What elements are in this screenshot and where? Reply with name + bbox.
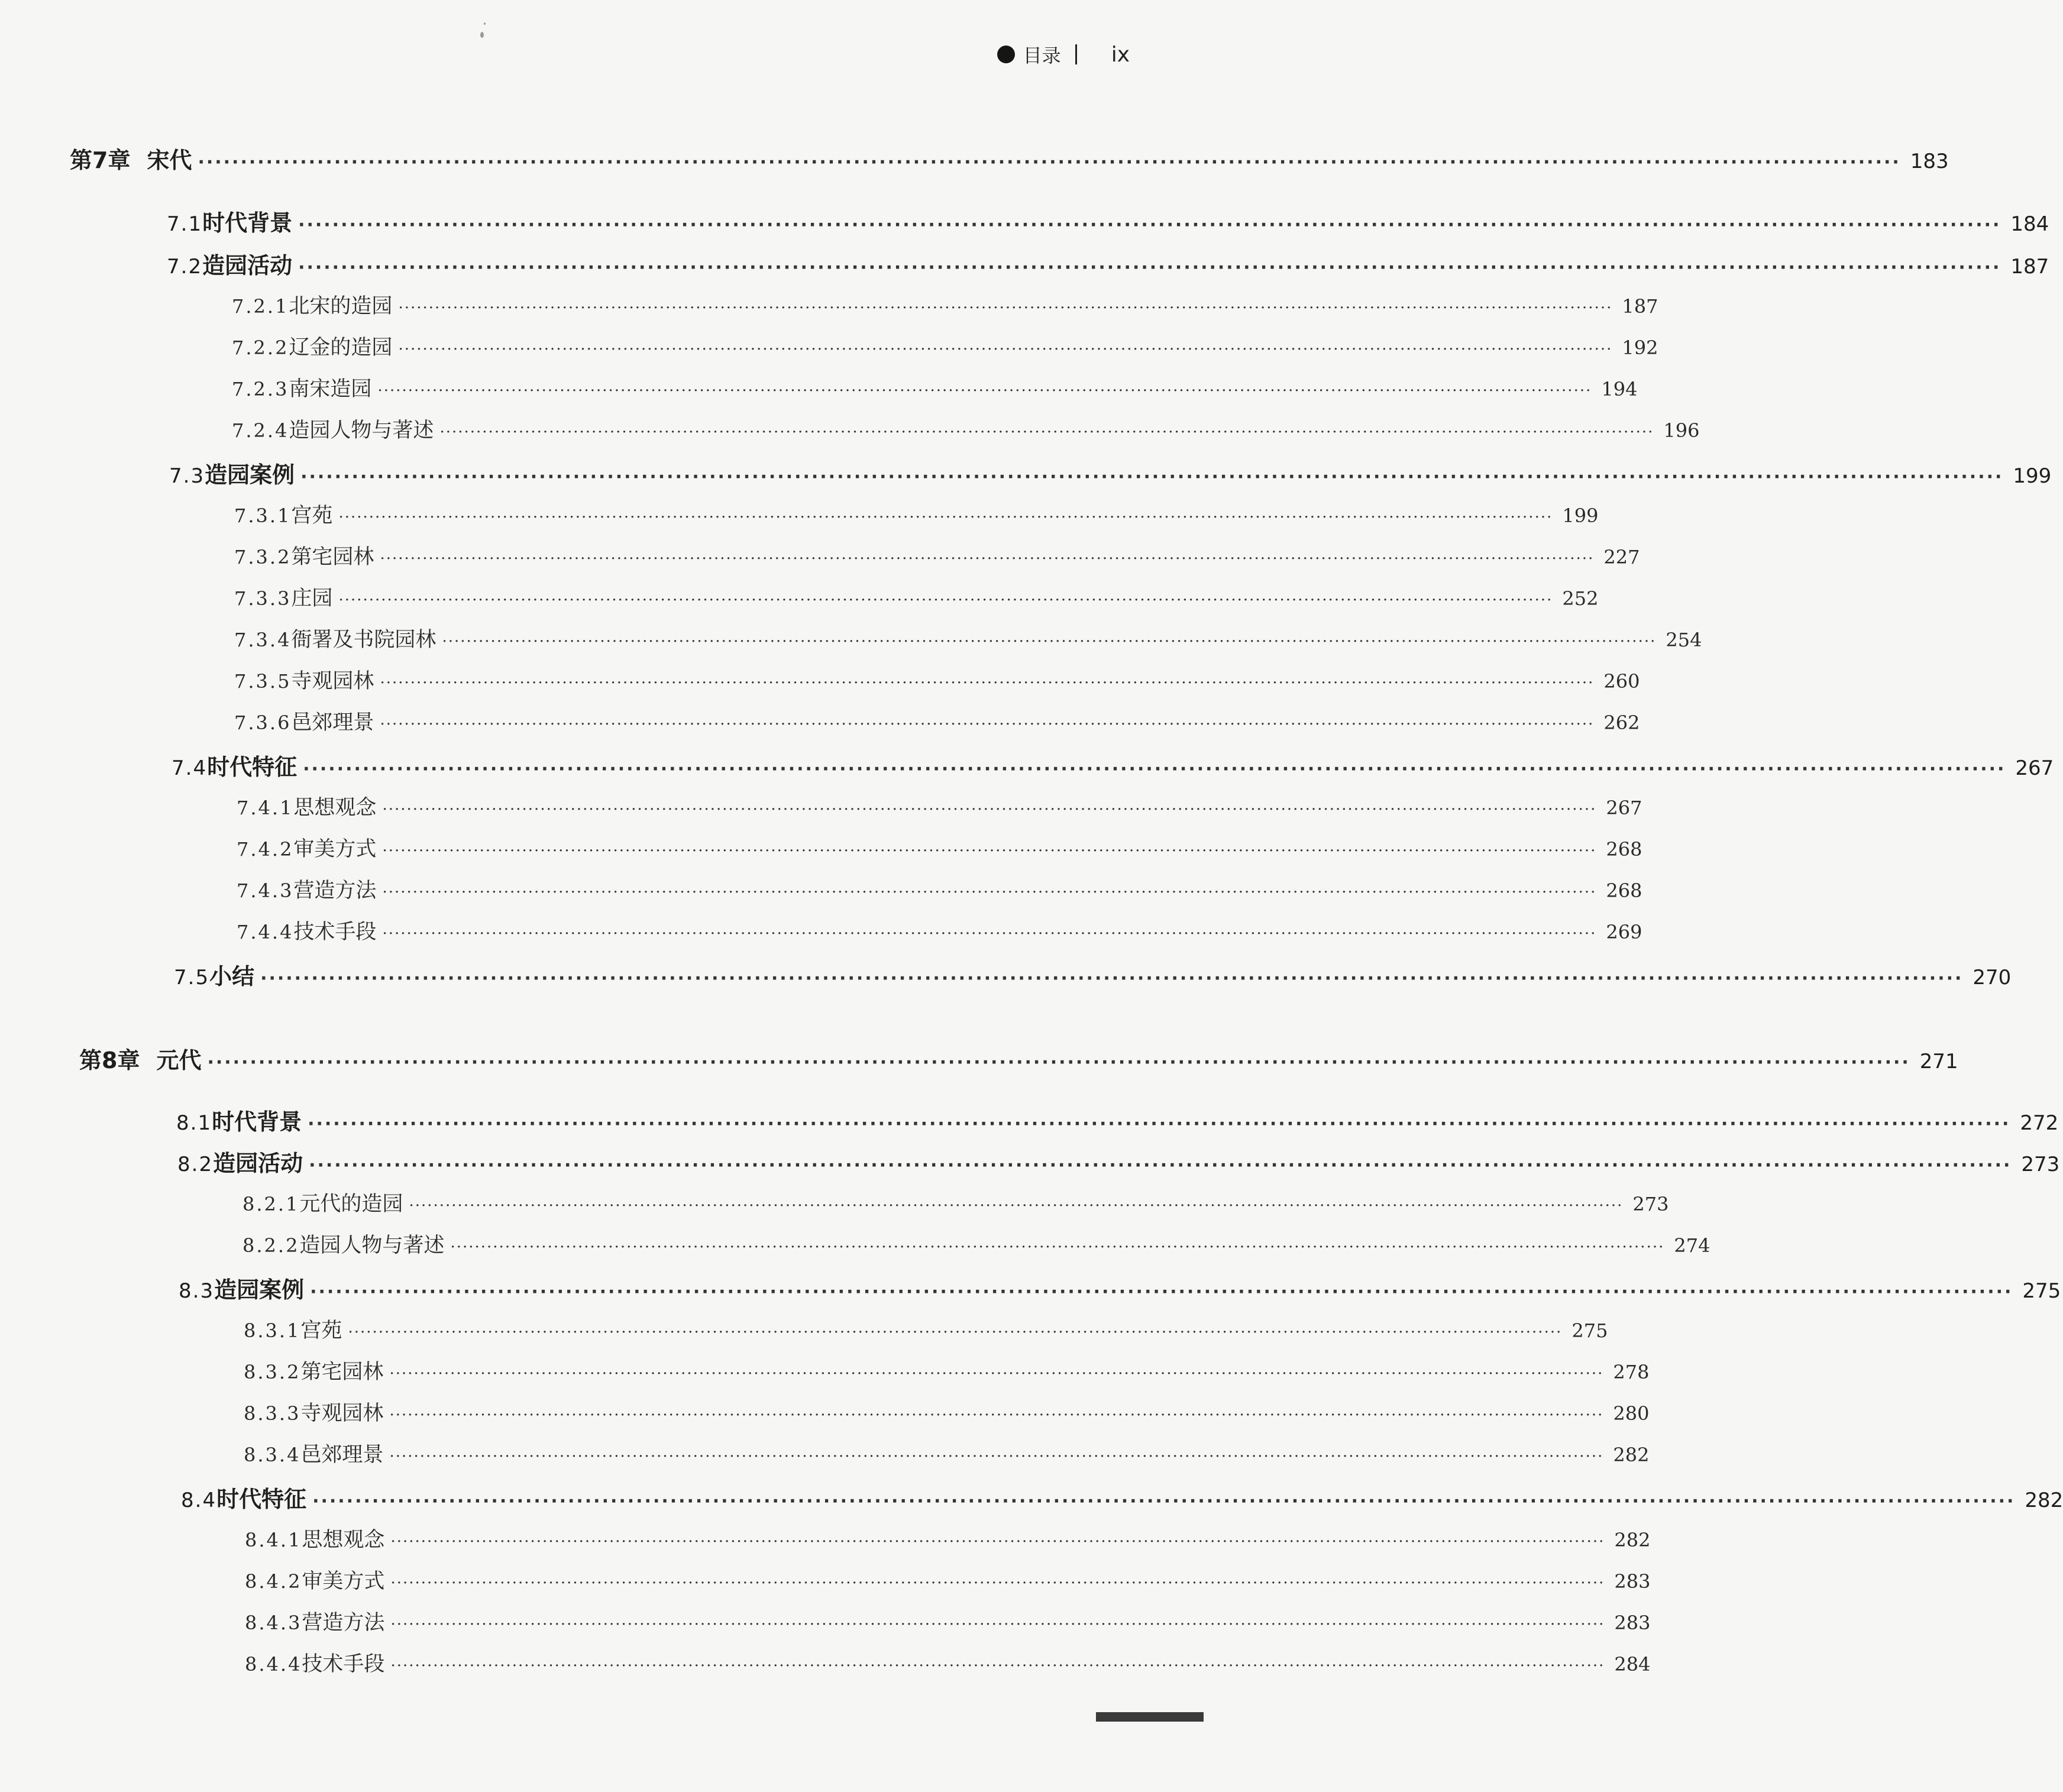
subsection-page: 280	[1613, 1402, 1650, 1425]
dot-leader: ········································································································································································································	[303, 759, 2006, 779]
dot-leader: ········································································································································································································	[207, 1052, 1910, 1073]
section-number: 7.4	[172, 756, 208, 780]
subsection-page: 283	[1614, 1612, 1651, 1634]
dot-leader: ········································································································································································································	[398, 341, 1613, 358]
toc-subsection-7-3-6[interactable]	[234, 706, 1640, 736]
subsection-title: 衙署及书院园林	[291, 628, 436, 652]
subsection-page: 282	[1613, 1444, 1650, 1466]
chapter-title: 宋代	[147, 147, 192, 173]
section-title: 造园活动	[213, 1150, 303, 1176]
dot-leader: ········································································································································································································	[380, 674, 1595, 692]
toc-chapter-7[interactable]	[70, 142, 1949, 174]
toc-section-8-3[interactable]	[179, 1272, 2061, 1304]
subsection-number: 7.4.2	[237, 838, 294, 861]
toc-section-8-2[interactable]	[177, 1145, 2060, 1178]
chapter-page: 183	[1910, 150, 1949, 173]
toc-subsection-8-3-4[interactable]	[244, 1438, 1650, 1468]
dot-leader: ········································································································································································································	[312, 1491, 2016, 1512]
toc-subsection-8-3-2[interactable]	[244, 1356, 1650, 1385]
section-page: 187	[2010, 255, 2049, 279]
section-number: 7.5	[174, 966, 210, 989]
toc-subsection-7-4-4[interactable]	[237, 916, 1642, 945]
subsection-page: 278	[1613, 1361, 1650, 1383]
subsection-page: 275	[1571, 1319, 1608, 1342]
subsection-page: 274	[1674, 1234, 1710, 1257]
dot-leader: ········································································································································································································	[298, 257, 2001, 278]
toc-section-7-5[interactable]	[174, 958, 2012, 991]
toc-subsection-7-3-2[interactable]	[234, 541, 1640, 570]
toc-subsection-7-2-2[interactable]	[232, 331, 1658, 361]
toc-section-8-4[interactable]	[181, 1481, 2063, 1513]
subsection-title: 辽金的造园	[289, 336, 393, 360]
toc-subsection-8-2-2[interactable]	[242, 1229, 1710, 1259]
section-title: 造园活动	[202, 253, 293, 279]
dot-leader: ········································································································································································································	[382, 925, 1597, 943]
toc-subsection-7-2-4[interactable]	[232, 414, 1700, 444]
bullet-dot-icon	[997, 46, 1015, 63]
subsection-number: 8.4.4	[245, 1653, 302, 1675]
section-page: 272	[2020, 1111, 2059, 1135]
subsection-page: 273	[1632, 1193, 1669, 1215]
dot-leader: ········································································································································································································	[338, 591, 1553, 609]
toc-subsection-7-3-1[interactable]	[234, 499, 1599, 529]
toc-subsection-8-4-4[interactable]	[245, 1648, 1651, 1677]
dot-leader: ········································································································································································································	[389, 1448, 1604, 1466]
toc-subsection-8-2-1[interactable]	[242, 1188, 1669, 1217]
section-page: 270	[1973, 966, 2012, 989]
dot-leader: ········································································································································································································	[382, 884, 1597, 901]
toc-subsection-8-3-3[interactable]	[244, 1397, 1650, 1427]
subsection-title: 北宋的造园	[289, 295, 393, 318]
toc-section-7-4[interactable]	[172, 749, 2054, 781]
toc-section-7-3[interactable]	[169, 457, 2052, 489]
dot-leader: ········································································································································································································	[439, 423, 1654, 441]
section-page: 199	[2013, 464, 2052, 488]
section-number: 8.1	[176, 1111, 212, 1135]
dot-leader: ········································································································································································································	[442, 633, 1657, 651]
subsection-number: 8.3.1	[244, 1319, 301, 1342]
scan-edge-shadow	[1096, 1712, 1204, 1722]
dot-leader: ········································································································································································································	[389, 1406, 1604, 1424]
section-page: 275	[2022, 1279, 2061, 1303]
subsection-title: 审美方式	[302, 1570, 385, 1593]
section-number: 7.2	[167, 255, 203, 279]
dot-leader: ········································································································································································································	[382, 801, 1597, 819]
subsection-title: 第宅园林	[291, 545, 374, 569]
subsection-page: 268	[1606, 838, 1642, 861]
dot-leader: ········································································································································································································	[348, 1324, 1563, 1341]
section-title: 时代背景	[212, 1109, 302, 1135]
dot-leader: ········································································································································································································	[380, 716, 1595, 733]
subsection-title: 思想观念	[302, 1528, 385, 1552]
subsection-page: 282	[1614, 1529, 1651, 1551]
dot-leader: ········································································································································································································	[377, 382, 1592, 400]
subsection-page: 268	[1606, 879, 1642, 902]
subsection-number: 7.3.5	[234, 670, 292, 693]
subsection-number: 7.2.3	[232, 378, 289, 400]
toc-chapter-8[interactable]	[79, 1042, 1958, 1075]
subsection-number: 7.2.2	[232, 337, 289, 359]
subsection-page: 283	[1614, 1570, 1651, 1593]
chapter-title: 元代	[156, 1047, 202, 1073]
dot-leader: ········································································································································································································	[198, 152, 1901, 173]
section-page: 184	[2010, 212, 2049, 236]
toc-section-7-1[interactable]	[167, 205, 2049, 237]
dot-leader: ········································································································································································································	[450, 1238, 1665, 1256]
toc-subsection-8-4-3[interactable]	[245, 1606, 1651, 1636]
subsection-title: 邑郊理景	[300, 1443, 384, 1467]
toc-section-8-1[interactable]	[176, 1104, 2059, 1136]
section-title: 时代特征	[207, 754, 298, 780]
toc-subsection-7-4-3[interactable]	[237, 874, 1642, 904]
toc-subsection-7-4-1[interactable]	[237, 791, 1642, 821]
dot-leader: ········································································································································································································	[298, 215, 2001, 235]
subsection-page: 254	[1666, 629, 1702, 651]
subsection-title: 南宋造园	[289, 377, 372, 401]
subsection-title: 营造方法	[293, 879, 377, 903]
subsection-number: 7.3.1	[234, 504, 292, 527]
toc-subsection-8-4-1[interactable]	[245, 1523, 1651, 1553]
subsection-title: 寺观园林	[291, 669, 374, 693]
subsection-title: 造园人物与著述	[289, 419, 434, 442]
toc-section-7-2[interactable]	[167, 247, 2049, 280]
section-title: 时代背景	[202, 210, 293, 236]
dot-leader: ········································································································································································································	[390, 1533, 1605, 1551]
subsection-page: 192	[1622, 337, 1658, 359]
dot-leader: ········································································································································································································	[382, 842, 1597, 860]
section-title: 造园案例	[214, 1277, 305, 1303]
scan-speck	[484, 22, 486, 25]
header-divider	[1075, 44, 1077, 64]
subsection-page: 260	[1603, 670, 1640, 693]
section-page: 273	[2021, 1153, 2060, 1176]
section-title: 时代特征	[216, 1486, 307, 1512]
dot-leader: ········································································································································································································	[308, 1114, 2011, 1134]
subsection-title: 造园人物与著述	[299, 1234, 445, 1257]
dot-leader: ········································································································································································································	[300, 467, 2004, 487]
subsection-number: 7.3.6	[234, 711, 292, 734]
dot-leader: ········································································································································································································	[390, 1657, 1605, 1675]
subsection-title: 元代的造园	[299, 1192, 403, 1216]
subsection-page: 262	[1603, 711, 1640, 734]
toc-subsection-8-3-1[interactable]	[244, 1314, 1608, 1344]
subsection-page: 199	[1562, 504, 1599, 527]
subsection-title: 庄园	[291, 587, 333, 610]
section-number: 8.3	[179, 1279, 215, 1303]
dot-leader: ········································································································································································································	[409, 1197, 1624, 1215]
chapter-number: 第7章	[70, 147, 131, 173]
subsection-number: 8.4.2	[245, 1570, 302, 1593]
subsection-page: 187	[1622, 295, 1658, 318]
section-title: 造园案例	[205, 462, 295, 488]
subsection-number: 8.4.1	[245, 1529, 302, 1551]
section-page: 282	[2025, 1489, 2063, 1512]
dot-leader: ········································································································································································································	[310, 1282, 2013, 1302]
toc-subsection-7-3-3[interactable]	[234, 582, 1599, 612]
subsection-page: 269	[1606, 921, 1642, 943]
subsection-number: 7.2.4	[232, 419, 289, 442]
subsection-number: 7.4.3	[237, 879, 294, 902]
subsection-title: 技术手段	[293, 920, 377, 944]
dot-leader: ········································································································································································································	[390, 1574, 1605, 1592]
subsection-page: 196	[1663, 419, 1700, 442]
subsection-number: 7.3.3	[234, 587, 292, 610]
chapter-number: 第8章	[79, 1047, 140, 1073]
subsection-number: 7.3.2	[234, 546, 292, 568]
subsection-title: 审美方式	[293, 837, 377, 861]
subsection-page: 284	[1614, 1653, 1651, 1675]
subsection-title: 邑郊理景	[291, 711, 374, 735]
header-section-label: 目录	[1023, 44, 1061, 67]
subsection-title: 技术手段	[302, 1652, 385, 1676]
chapter-page: 271	[1919, 1050, 1958, 1073]
subsection-number: 8.3.3	[244, 1402, 301, 1425]
dot-leader: ········································································································································································································	[398, 299, 1613, 317]
subsection-number: 7.3.4	[234, 629, 292, 651]
section-page: 267	[2015, 756, 2054, 780]
toc-subsection-7-3-4[interactable]	[234, 623, 1702, 653]
page-header	[997, 40, 1130, 69]
subsection-page: 227	[1603, 546, 1640, 568]
section-number: 7.1	[167, 212, 203, 236]
subsection-number: 8.2.2	[242, 1234, 300, 1257]
subsection-title: 第宅园林	[300, 1360, 384, 1384]
subsection-title: 宫苑	[300, 1319, 342, 1343]
subsection-number: 7.4.4	[237, 921, 294, 943]
header-page-number: ix	[1111, 42, 1130, 67]
dot-leader: ········································································································································································································	[380, 550, 1595, 568]
subsection-page: 252	[1562, 587, 1599, 610]
subsection-number: 8.3.2	[244, 1361, 301, 1383]
section-number: 8.2	[177, 1153, 214, 1176]
dot-leader: ········································································································································································································	[338, 509, 1553, 526]
subsection-number: 7.4.1	[237, 797, 294, 819]
subsection-page: 267	[1606, 797, 1642, 819]
subsection-title: 宫苑	[291, 504, 333, 528]
dot-leader: ········································································································································································································	[309, 1155, 2012, 1176]
section-title: 小结	[209, 963, 255, 989]
dot-leader: ········································································································································································································	[260, 968, 1964, 989]
toc-subsection-7-2-3[interactable]	[232, 373, 1638, 402]
scan-speck	[480, 32, 484, 38]
subsection-page: 194	[1601, 378, 1638, 400]
subsection-number: 8.3.4	[244, 1444, 301, 1466]
subsection-number: 8.2.1	[242, 1193, 300, 1215]
subsection-number: 8.4.3	[245, 1612, 302, 1634]
section-number: 8.4	[181, 1489, 217, 1512]
dot-leader: ········································································································································································································	[389, 1365, 1604, 1383]
subsection-number: 7.2.1	[232, 295, 289, 318]
subsection-title: 营造方法	[302, 1611, 385, 1635]
toc-subsection-8-4-2[interactable]	[245, 1565, 1651, 1594]
toc-subsection-7-4-2[interactable]	[237, 833, 1642, 862]
section-number: 7.3	[169, 464, 205, 488]
toc-subsection-7-2-1[interactable]	[232, 290, 1658, 319]
subsection-title: 寺观园林	[300, 1402, 384, 1425]
subsection-title: 思想观念	[293, 796, 377, 820]
dot-leader: ········································································································································································································	[390, 1616, 1605, 1633]
toc-subsection-7-3-5[interactable]	[234, 665, 1640, 694]
